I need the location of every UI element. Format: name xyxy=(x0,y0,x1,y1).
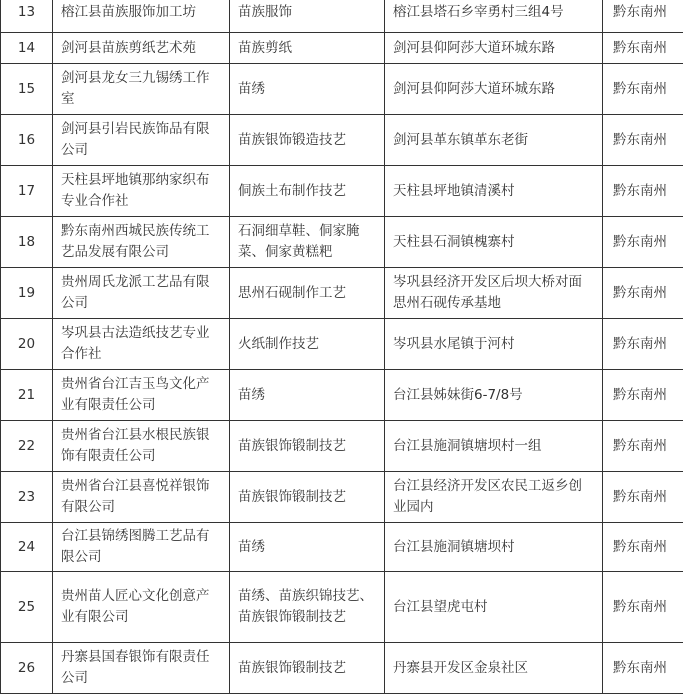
table-row xyxy=(1,33,683,64)
row-number-cell: 19 xyxy=(1,268,53,319)
company-name-cell: 剑河县苗族剪纸艺术苑 xyxy=(53,33,230,64)
table-row xyxy=(1,0,683,33)
row-number-cell: 17 xyxy=(1,166,53,217)
row-number-cell: 20 xyxy=(1,319,53,370)
address-cell: 剑河县仰阿莎大道环城东路 xyxy=(385,33,603,64)
table-row xyxy=(1,319,683,370)
region-cell: 黔东南州 xyxy=(603,472,683,523)
row-number-cell: 21 xyxy=(1,370,53,421)
table-row xyxy=(1,523,683,572)
region-cell: 黔东南州 xyxy=(603,217,683,268)
address-cell: 天柱县石洞镇槐寨村 xyxy=(385,217,603,268)
address-cell: 台江县姊妹街6-7/8号 xyxy=(385,370,603,421)
region-cell: 黔东南州 xyxy=(603,268,683,319)
table-row xyxy=(1,421,683,472)
row-number-cell: 14 xyxy=(1,33,53,64)
table-row xyxy=(1,217,683,268)
row-number-cell: 24 xyxy=(1,523,53,572)
table-row xyxy=(1,166,683,217)
address-cell: 榕江县塔石乡宰勇村三组4号 xyxy=(385,0,603,33)
table-row xyxy=(1,64,683,115)
table-row xyxy=(1,572,683,643)
row-number-cell: 13 xyxy=(1,0,53,33)
address-cell: 剑河县仰阿莎大道环城东路 xyxy=(385,64,603,115)
row-number-cell: 23 xyxy=(1,472,53,523)
craft-cell: 苗族银饰锻制技艺 xyxy=(230,472,385,523)
table-row xyxy=(1,268,683,319)
company-name-cell: 贵州省台江县喜悦祥银饰有限公司 xyxy=(53,472,230,523)
company-name-cell: 榕江县苗族服饰加工坊 xyxy=(53,0,230,33)
row-number-cell: 18 xyxy=(1,217,53,268)
row-number-cell: 25 xyxy=(1,572,53,643)
address-cell: 丹寨县开发区金泉社区 xyxy=(385,643,603,694)
craft-cell: 思州石砚制作工艺 xyxy=(230,268,385,319)
region-cell: 黔东南州 xyxy=(603,572,683,643)
row-number-cell: 15 xyxy=(1,64,53,115)
company-name-cell: 贵州省台江县水根民族银饰有限责任公司 xyxy=(53,421,230,472)
address-cell: 天柱县坪地镇清溪村 xyxy=(385,166,603,217)
table-row xyxy=(1,115,683,166)
address-cell: 剑河县革东镇革东老街 xyxy=(385,115,603,166)
craft-cell: 苗族银饰锻制技艺 xyxy=(230,643,385,694)
craft-cell: 苗绣 xyxy=(230,370,385,421)
craft-cell: 火纸制作技艺 xyxy=(230,319,385,370)
company-name-cell: 岑巩县古法造纸技艺专业合作社 xyxy=(53,319,230,370)
address-cell: 岑巩县水尾镇于河村 xyxy=(385,319,603,370)
craft-cell: 苗绣 xyxy=(230,64,385,115)
craft-cell: 苗族剪纸 xyxy=(230,33,385,64)
region-cell: 黔东南州 xyxy=(603,523,683,572)
address-cell: 台江县经济开发区农民工返乡创业园内 xyxy=(385,472,603,523)
craft-cell: 苗族服饰 xyxy=(230,0,385,33)
region-cell: 黔东南州 xyxy=(603,0,683,33)
region-cell: 黔东南州 xyxy=(603,115,683,166)
craft-cell: 石洞细草鞋、侗家腌菜、侗家黄糕粑 xyxy=(230,217,385,268)
table-row xyxy=(1,643,683,694)
region-cell: 黔东南州 xyxy=(603,421,683,472)
row-number-cell: 22 xyxy=(1,421,53,472)
region-cell: 黔东南州 xyxy=(603,33,683,64)
company-name-cell: 黔东南州西城民族传统工艺品发展有限公司 xyxy=(53,217,230,268)
craft-cell: 苗绣、苗族织锦技艺、苗族银饰锻制技艺 xyxy=(230,572,385,643)
region-cell: 黔东南州 xyxy=(603,64,683,115)
address-cell: 岑巩县经济开发区后坝大桥对面思州石砚传承基地 xyxy=(385,268,603,319)
region-cell: 黔东南州 xyxy=(603,319,683,370)
craft-cell: 苗族银饰锻造技艺 xyxy=(230,115,385,166)
company-name-cell: 贵州苗人匠心文化创意产业有限公司 xyxy=(53,572,230,643)
region-cell: 黔东南州 xyxy=(603,643,683,694)
address-cell: 台江县施洞镇塘坝村 xyxy=(385,523,603,572)
address-cell: 台江县望虎屯村 xyxy=(385,572,603,643)
address-cell: 台江县施洞镇塘坝村一组 xyxy=(385,421,603,472)
company-name-cell: 剑河县引岩民族饰品有限公司 xyxy=(53,115,230,166)
table-row xyxy=(1,370,683,421)
company-name-cell: 剑河县龙女三九锡绣工作室 xyxy=(53,64,230,115)
craft-cell: 苗绣 xyxy=(230,523,385,572)
region-cell: 黔东南州 xyxy=(603,370,683,421)
row-number-cell: 16 xyxy=(1,115,53,166)
craft-cell: 侗族土布制作技艺 xyxy=(230,166,385,217)
region-cell: 黔东南州 xyxy=(603,166,683,217)
table-row xyxy=(1,472,683,523)
table-body xyxy=(1,0,683,694)
company-name-cell: 天柱县坪地镇那纳家织布专业合作社 xyxy=(53,166,230,217)
company-name-cell: 丹寨县国春银饰有限责任公司 xyxy=(53,643,230,694)
company-name-cell: 贵州省台江吉玉鸟文化产业有限责任公司 xyxy=(53,370,230,421)
company-name-cell: 贵州周氏龙派工艺品有限公司 xyxy=(53,268,230,319)
craft-cell: 苗族银饰锻制技艺 xyxy=(230,421,385,472)
company-name-cell: 台江县锦绣图腾工艺品有限公司 xyxy=(53,523,230,572)
row-number-cell: 26 xyxy=(1,643,53,694)
